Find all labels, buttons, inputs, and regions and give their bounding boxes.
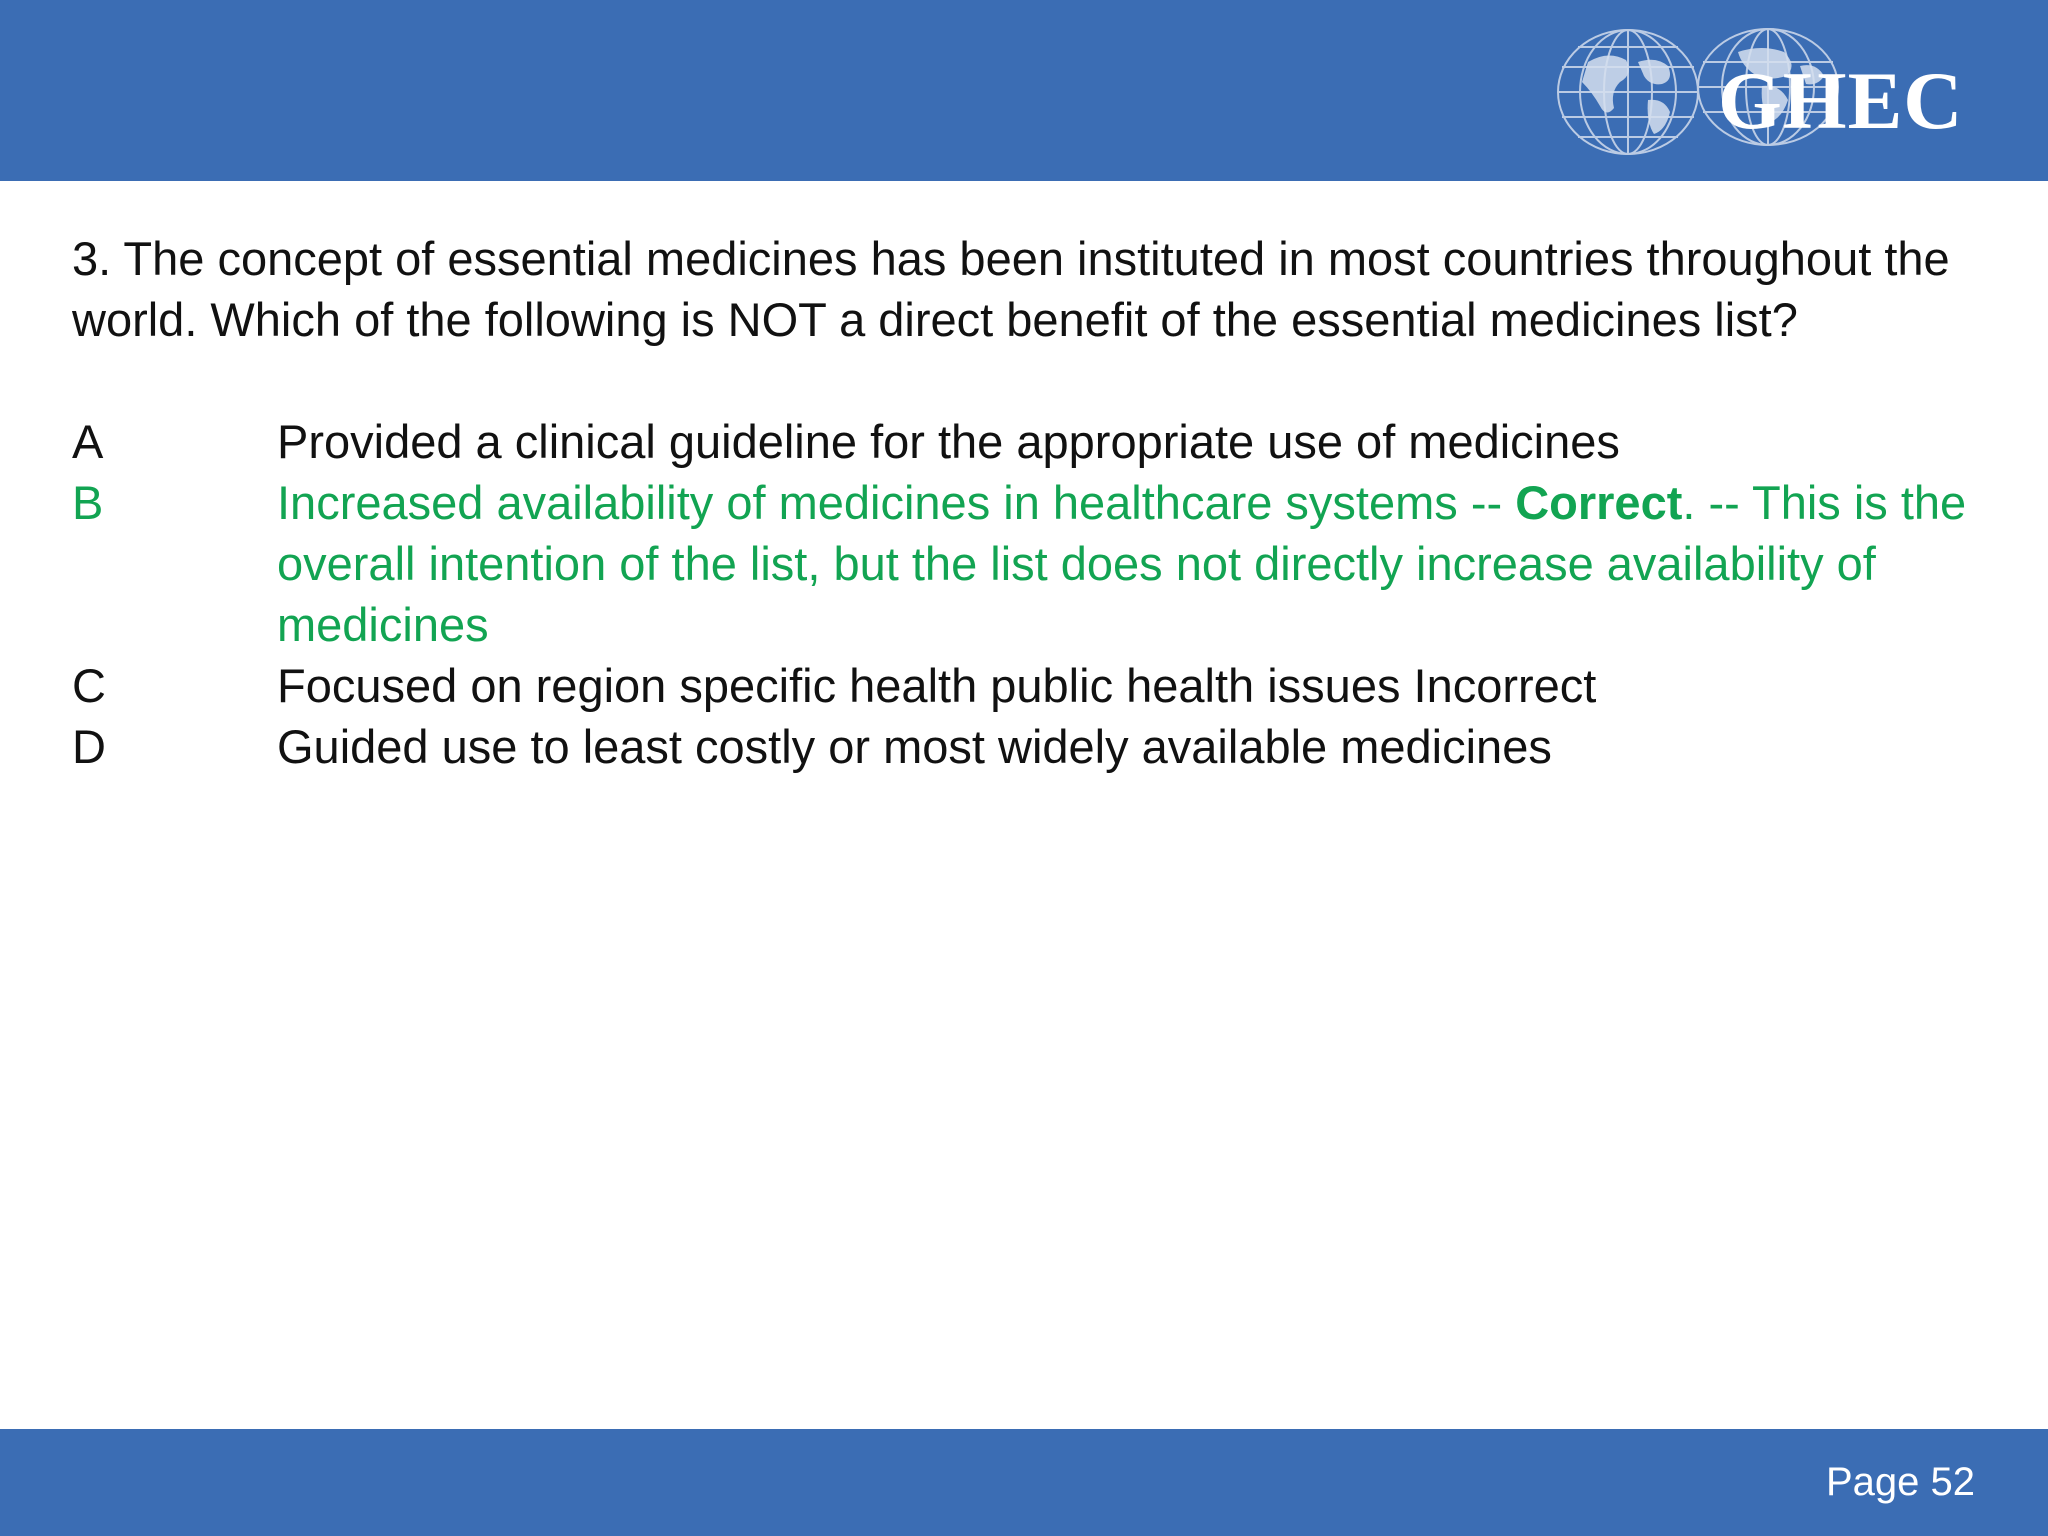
incorrect-label: Incorrect — [1413, 659, 1597, 712]
option-c-text — [277, 655, 1977, 716]
option-b-text-main: Increased availability of medicines in healthcare systems -- — [277, 476, 1516, 529]
question-text: 3. The concept of essential medicines has been instituted in most countries throughout the world. Which of the following is NOT a direct benefit of the essential medicines list? — [72, 232, 1950, 346]
option-a — [72, 411, 1992, 472]
option-b-text — [277, 472, 1977, 655]
option-d-text: Guided use to least costly or most widely available medicines — [277, 720, 1552, 773]
option-b-letter: B — [72, 476, 104, 529]
option-b — [72, 472, 1992, 655]
option-b-explanation: . -- This is the overall intention of the list, but the list does not directly increase availability of medicines — [277, 476, 1967, 651]
correct-label: Correct — [1515, 476, 1683, 529]
option-a-letter: A — [72, 415, 104, 468]
footer-band — [0, 1429, 2048, 1536]
option-c — [72, 655, 1992, 716]
header-band — [0, 0, 2048, 181]
option-c-text-main: Focused on region specific health public health issues — [277, 659, 1401, 712]
option-a-text: Provided a clinical guideline for the appropriate use of medicines — [277, 415, 1620, 468]
ghec-logo — [1548, 22, 1988, 162]
page-number: Page 52 — [1825, 1460, 1975, 1504]
option-c-letter: C — [72, 659, 106, 712]
option-d — [72, 716, 1992, 777]
logo-text: GHEC — [1718, 55, 1964, 146]
question-content — [72, 228, 1992, 777]
option-d-letter: D — [72, 720, 106, 773]
